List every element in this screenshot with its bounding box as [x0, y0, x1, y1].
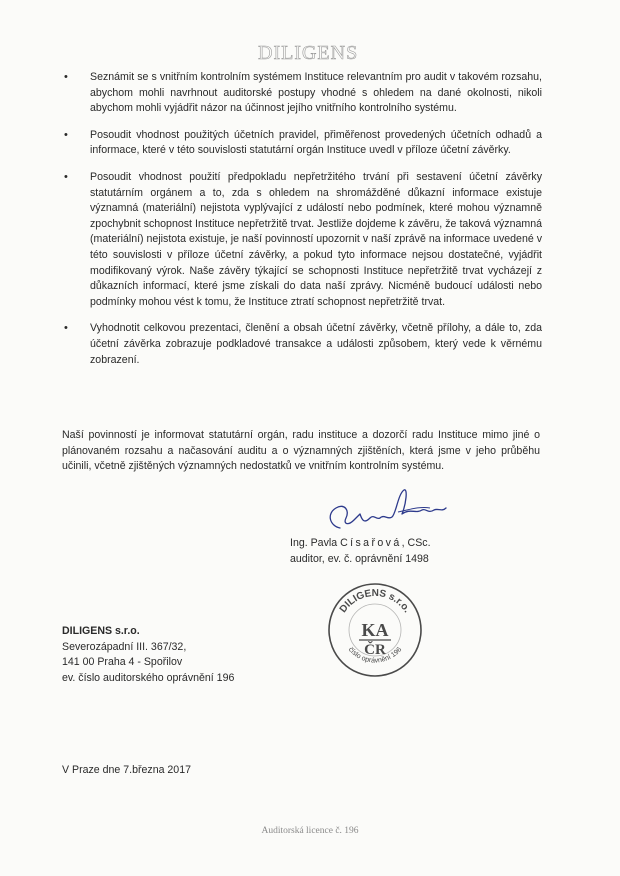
list-item — [62, 170, 542, 310]
bullet-icon: • — [64, 71, 68, 83]
auditor-surname: Císařová — [340, 537, 402, 549]
firm-name: DILIGENS s.r.o. — [62, 625, 140, 637]
firm-license: ev. číslo auditorského oprávnění 196 — [62, 671, 235, 684]
bullet-icon: • — [64, 128, 68, 141]
list-item-text: Posoudit vhodnost použití předpokladu nepřetržitého trvání při sestavení účetní závěrky statutárním orgánem a to, zda s ohledem na shromážděné důkazní informace existuje významná (materiální) nejistota vyplývající z událostí nebo podmínek, které mohou významně zpochybnit schopnost Instituce nepřetržitě trvat. Jestliže dojdeme k závěru, že taková významná (materiální) nejistota existuje, je naší povinností upozornit v naší zprávě na informace uvedené v této souvislosti v příloze účetní závěrky, a pokud tyto informace nejsou dostatečné, vyjádřit modifikovaný výrok. Naše závěry týkající se schopnosti Instituce nepřetržitě trvat vycházejí z důkazních informací, které jsme získali do data naší zprávy. Nicméně budoucí události nebo podmínky mohou vést k tomu, že Instituce ztratí schopnost nepřetržitě trvat. — [90, 170, 542, 308]
list-item — [62, 321, 542, 368]
stamp-top-text: DILIGENS s.r.o. — [337, 587, 413, 615]
stamp-cr: ČR — [364, 642, 386, 658]
bullet-icon: • — [64, 322, 68, 335]
company-stamp — [325, 580, 425, 680]
list-item-text: Seznámit se s vnitřním kontrolním systémem Instituce relevantním pro audit v takovém rozsahu, abychom mohli navrhnout auditorské postupy vhodné s ohledem na dané okolnosti, nikoli abychom mohli vyjádřit názor na účinnost jejího vnitřního kontrolního systému. — [90, 71, 542, 115]
stamp-ka: KA — [361, 620, 389, 640]
bullet-icon: • — [64, 170, 68, 183]
firm-block — [62, 624, 234, 686]
auditor-degree: , CSc. — [401, 537, 431, 549]
auditor-role: auditor, ev. č. oprávnění 1498 — [290, 552, 429, 565]
list-item-text: Vyhodnotit celkovou prezentaci, členění a obsah účetní závěrky, včetně přílohy, a dále to, zda účetní závěrka zobrazuje podkladové transakce a události způsobem, který vede k věrnému zobrazení. — [90, 322, 542, 366]
auditor-title: Ing. Pavla — [290, 537, 338, 549]
list-item-text: Posoudit vhodnost použitých účetních pravidel, přiměřenost provedených účetních odhadů a informace, které v této souvislosti statutární orgán Instituce uvedl v příloze účetní závěrky. — [90, 128, 542, 157]
obligation-paragraph: Naší povinností je informovat statutární orgán, radu instituce a dozorčí radu Instituce mimo jiné o plánovaném rozsahu a načasování auditu a o významných zjištěních, která jsme v jeho průběhu učinili, včetně zjištěných významných nedostatků ve vnitřním kontrolním systému. — [62, 429, 540, 473]
document-date: V Praze dne 7.března 2017 — [62, 764, 191, 776]
bullet-list — [62, 70, 542, 379]
header-watermark: DILIGENS — [258, 42, 359, 64]
list-item — [62, 70, 542, 117]
footer-license: Auditorská licence č. 196 — [261, 826, 359, 836]
signature-image — [318, 484, 458, 540]
firm-city: 141 00 Praha 4 - Spořilov — [62, 656, 183, 669]
firm-street: Severozápadní III. 367/32, — [62, 640, 187, 653]
auditor-name — [290, 536, 431, 552]
auditor-block — [290, 536, 431, 567]
stamp-bottom-text: číslo oprávnění 196 — [346, 646, 404, 665]
list-item — [62, 128, 542, 159]
